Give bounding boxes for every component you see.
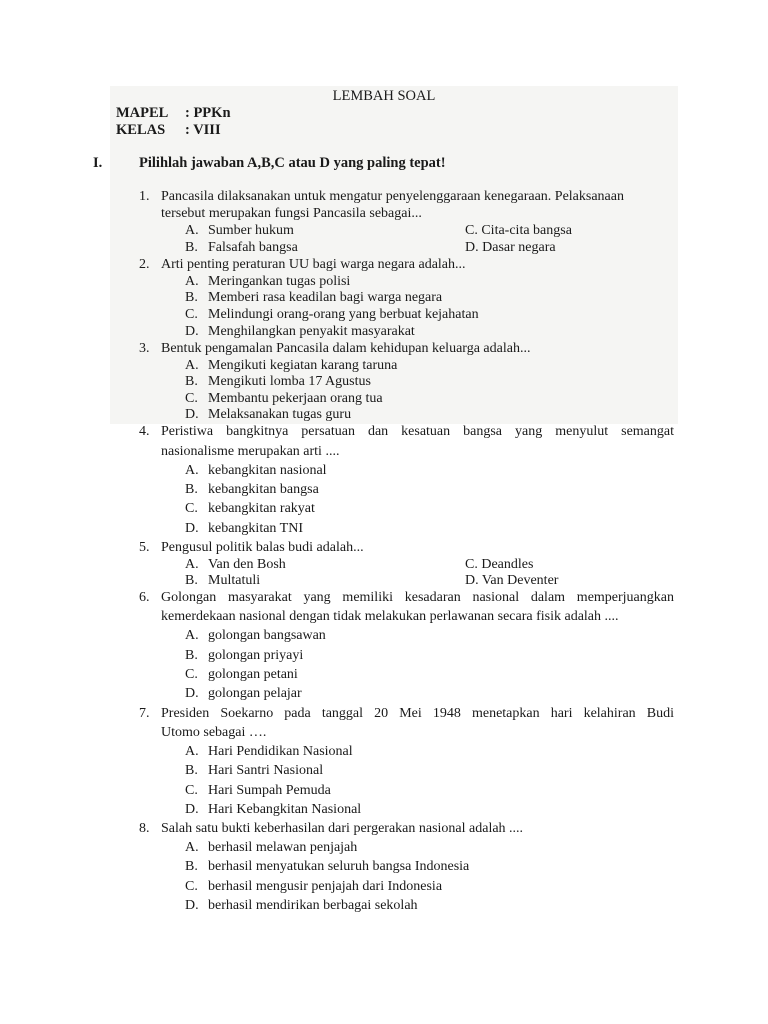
option-letter: D. xyxy=(185,521,199,536)
option-text: kebangkitan TNI xyxy=(208,521,303,536)
option-text: Sumber hukum xyxy=(208,223,294,238)
option-letter: D. xyxy=(185,898,199,913)
option-text: Melaksanakan tugas guru xyxy=(208,407,352,422)
question-text-line: Arti penting peraturan UU bagi warga negara adalah... xyxy=(161,257,466,272)
question-number: 4. xyxy=(139,424,150,439)
option-text: Hari Santri Nasional xyxy=(208,763,324,778)
question-text-line: Bentuk pengamalan Pancasila dalam kehidupan keluarga adalah... xyxy=(161,341,531,356)
option-b xyxy=(185,859,469,875)
option-text: Mengikuti kegiatan karang taruna xyxy=(208,358,398,373)
option-c xyxy=(185,783,331,799)
option-text: berhasil menyatukan seluruh bangsa Indonesia xyxy=(208,859,470,874)
option-c xyxy=(185,391,383,407)
option-letter: A. xyxy=(185,557,199,572)
option-text: Falsafah bangsa xyxy=(208,240,298,255)
option-letter: B. xyxy=(185,859,198,874)
option-text: Hari Pendidikan Nasional xyxy=(208,744,353,759)
option-d xyxy=(185,898,418,914)
option-letter: D. xyxy=(465,240,479,255)
option-letter: C. xyxy=(185,391,198,406)
option-text: golongan bangsawan xyxy=(208,628,326,643)
question-number: 1. xyxy=(139,189,150,204)
option-a xyxy=(185,274,350,290)
option-a xyxy=(185,744,353,760)
question-number: 7. xyxy=(139,706,150,721)
option-b xyxy=(185,763,323,779)
option-b xyxy=(185,482,319,498)
option-letter: C. xyxy=(185,667,198,682)
option-letter: C. xyxy=(185,307,198,322)
option-text: Membantu pekerjaan orang tua xyxy=(208,391,383,406)
question-number: 6. xyxy=(139,590,150,605)
section-instruction: Pilihlah jawaban A,B,C atau D yang paling tepat! xyxy=(139,155,446,171)
option-text: berhasil mengusir penjajah dari Indonesia xyxy=(208,879,443,894)
option-letter: A. xyxy=(185,840,199,855)
option-text: Cita-cita bangsa xyxy=(481,223,572,238)
mapel-value: : PPKn xyxy=(185,105,231,121)
option-a xyxy=(185,358,397,374)
option-text: berhasil melawan penjajah xyxy=(208,840,358,855)
question-number: 2. xyxy=(139,257,150,272)
option-text: Van Deventer xyxy=(481,573,559,588)
option-d xyxy=(185,521,303,537)
option-text: Mengikuti lomba 17 Agustus xyxy=(208,374,371,389)
option-text: kebangkitan bangsa xyxy=(208,482,319,497)
question-number: 5. xyxy=(139,540,150,555)
option-d xyxy=(185,324,415,340)
mapel-label: MAPEL xyxy=(116,105,169,121)
option-letter: D. xyxy=(185,407,199,422)
question-text-line: Pancasila dilaksanakan untuk mengatur penyelenggaraan kenegaraan. Pelaksanaan xyxy=(161,189,624,204)
option-text: golongan pelajar xyxy=(208,686,302,701)
option-letter: B. xyxy=(185,374,198,389)
option-c xyxy=(465,223,572,239)
option-c xyxy=(465,557,533,573)
option-text: kebangkitan rakyat xyxy=(208,501,315,516)
option-letter: C. xyxy=(185,879,198,894)
option-letter: B. xyxy=(185,763,198,778)
option-a xyxy=(185,628,326,644)
option-letter: D. xyxy=(465,573,479,588)
question-text-line: Salah satu bukti keberhasilan dari pergerakan nasional adalah .... xyxy=(161,821,524,836)
option-text: Deandles xyxy=(481,557,534,572)
option-letter: C. xyxy=(465,223,478,238)
page-title: LEMBAH SOAL xyxy=(332,88,436,104)
option-d xyxy=(185,686,302,702)
option-letter: C. xyxy=(185,783,198,798)
option-letter: C. xyxy=(465,557,478,572)
question-text-line: Pengusul politik balas budi adalah... xyxy=(161,540,364,555)
option-text: Menghilangkan penyakit masyarakat xyxy=(208,324,415,339)
question-text-line: nasionalisme merupakan arti .... xyxy=(161,444,340,459)
question-text-line: Golongan masyarakat yang memiliki kesadaran nasional dalam memperjuangkan xyxy=(161,590,674,605)
option-c xyxy=(185,307,479,323)
option-letter: A. xyxy=(185,744,199,759)
option-c xyxy=(185,667,298,683)
option-a xyxy=(185,463,327,479)
option-d xyxy=(185,802,361,818)
option-letter: D. xyxy=(185,802,199,817)
option-text: Hari Kebangkitan Nasional xyxy=(208,802,362,817)
question-text-line: Utomo sebagai …. xyxy=(161,725,267,740)
option-b xyxy=(185,648,303,664)
question-text-line: Presiden Soekarno pada tanggal 20 Mei 1948 menetapkan hari kelahiran Budi xyxy=(161,706,674,721)
option-d xyxy=(465,240,556,256)
option-b xyxy=(185,374,371,390)
question-number: 8. xyxy=(139,821,150,836)
kelas-value: : VIII xyxy=(185,122,221,138)
section-number: I. xyxy=(93,155,103,171)
option-letter: A. xyxy=(185,223,199,238)
question-text-line: kemerdekaan nasional dengan tidak melakukan perlawanan secara fisik adalah .... xyxy=(161,609,619,624)
option-c xyxy=(185,879,442,895)
option-letter: B. xyxy=(185,573,198,588)
option-letter: A. xyxy=(185,628,199,643)
option-text: Dasar negara xyxy=(482,240,556,255)
option-letter: B. xyxy=(185,290,198,305)
question-number: 3. xyxy=(139,341,150,356)
option-text: berhasil mendirikan berbagai sekolah xyxy=(208,898,418,913)
option-d xyxy=(185,407,351,423)
option-b xyxy=(185,573,260,589)
question-text-line: Peristiwa bangkitnya persatuan dan kesatuan bangsa yang menyulut semangat xyxy=(161,424,674,439)
option-text: golongan priyayi xyxy=(208,648,304,663)
kelas-label: KELAS xyxy=(116,122,166,138)
option-text: Melindungi orang-orang yang berbuat kejahatan xyxy=(208,307,479,322)
option-text: kebangkitan nasional xyxy=(208,463,327,478)
option-b xyxy=(185,240,298,256)
option-letter: D. xyxy=(185,324,199,339)
option-letter: B. xyxy=(185,482,198,497)
option-text: Meringankan tugas polisi xyxy=(208,274,351,289)
option-a xyxy=(185,223,294,239)
option-letter: D. xyxy=(185,686,199,701)
option-letter: B. xyxy=(185,240,198,255)
option-letter: B. xyxy=(185,648,198,663)
option-text: Memberi rasa keadilan bagi warga negara xyxy=(208,290,443,305)
option-text: Multatuli xyxy=(208,573,261,588)
option-letter: C. xyxy=(185,501,198,516)
option-letter: A. xyxy=(185,463,199,478)
option-text: Van den Bosh xyxy=(208,557,286,572)
option-text: Hari Sumpah Pemuda xyxy=(208,783,331,798)
question-text-line: tersebut merupakan fungsi Pancasila sebagai... xyxy=(161,206,422,221)
option-letter: A. xyxy=(185,274,199,289)
option-c xyxy=(185,501,315,517)
option-text: golongan petani xyxy=(208,667,298,682)
option-a xyxy=(185,557,286,573)
option-a xyxy=(185,840,357,856)
option-b xyxy=(185,290,442,306)
option-letter: A. xyxy=(185,358,199,373)
option-d xyxy=(465,573,558,589)
